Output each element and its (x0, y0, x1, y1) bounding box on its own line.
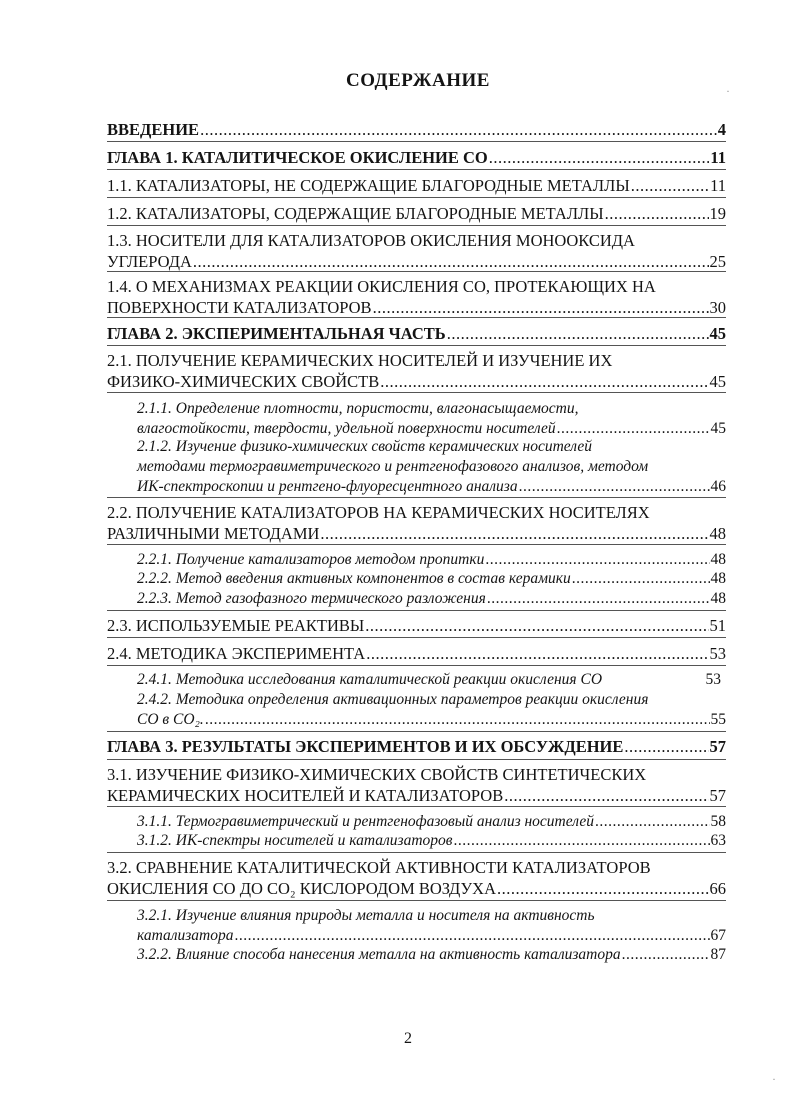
entry-page: 4 (717, 120, 726, 139)
entry-page: 11 (710, 176, 726, 195)
entry-title-cont: ИК-спектроскопии и рентгено-флуоресцентного анализа (137, 478, 518, 495)
toc-entry[interactable] (107, 643, 726, 664)
toc-entry[interactable] (107, 502, 726, 544)
entry-page: 87 (710, 946, 726, 963)
entry-page: 19 (709, 204, 726, 223)
entry-title-cont: УГЛЕРОДА (107, 252, 192, 271)
entry-title: ГЛАВА 3. РЕЗУЛЬТАТЫ ЭКСПЕРИМЕНТОВ И ИХ ОБСУЖДЕНИЕ (107, 737, 624, 756)
entry-page: 46 (710, 478, 726, 495)
toc-entry[interactable] (107, 615, 726, 636)
divider (107, 317, 726, 318)
toc-entry[interactable] (137, 812, 726, 832)
entry-title: 2.2.3. Метод газофазного термического разложения (137, 590, 486, 607)
divider (107, 900, 726, 901)
toc-entry[interactable] (107, 276, 726, 318)
entry-title: 2.4.1. Методика исследования каталитической реакции окисления CO (137, 671, 603, 688)
divider (107, 392, 726, 393)
entry-title: 1.1. КАТАЛИЗАТОРЫ, НЕ СОДЕРЖАЩИЕ БЛАГОРОДНЫЕ МЕТАЛЛЫ (107, 176, 630, 195)
divider (107, 197, 726, 198)
entry-title-cont: ПОВЕРХНОСТИ КАТАЛИЗАТОРОВ (107, 298, 372, 317)
toc-entry[interactable] (107, 764, 726, 806)
toc-entry[interactable] (107, 203, 726, 224)
entry-title: 2.2.2. Метод введения активных компонентов в состав керамики (137, 570, 571, 587)
toc-entry[interactable] (137, 670, 721, 690)
entry-title: 2.2.1. Получение катализаторов методом пропитки (137, 551, 485, 568)
entry-page: 30 (709, 298, 726, 317)
divider (107, 852, 726, 853)
toc-entry[interactable] (137, 550, 726, 570)
page-number: 2 (404, 1030, 412, 1047)
divider (107, 141, 726, 142)
entry-page: 45 (709, 372, 726, 391)
toc-entry[interactable] (137, 399, 726, 439)
entry-page: 48 (709, 524, 726, 543)
entry-title: 3.1.2. ИК-спектры носителей и катализаторов (137, 832, 453, 849)
entry-page: 57 (709, 786, 726, 805)
toc-entry[interactable] (137, 589, 726, 609)
entry-title-cont: КЕРАМИЧЕСКИХ НОСИТЕЛЕЙ И КАТАЛИЗАТОРОВ (107, 786, 504, 805)
entry-title: 3.1.1. Термогравиметрический и рентгенофазовый анализ носителей (137, 813, 595, 830)
toc-entry[interactable] (107, 147, 726, 168)
toc-entry[interactable] (137, 437, 726, 497)
entry-title: 1.3. НОСИТЕЛИ ДЛЯ КАТАЛИЗАТОРОВ ОКИСЛЕНИЯ МОНООКСИДА (107, 231, 635, 250)
entry-title-cont: ОКИСЛЕНИЯ CO ДО CO₂ КИСЛОРОДОМ ВОЗДУХА (107, 879, 497, 898)
entry-title: 1.2. КАТАЛИЗАТОРЫ, СОДЕРЖАЩИЕ БЛАГОРОДНЫЕ МЕТАЛЛЫ (107, 204, 604, 223)
entry-page: 55 (710, 711, 726, 728)
entry-title: 2.4.2. Методика определения активационных параметров реакции окисления (137, 691, 649, 708)
entry-title-cont: РАЗЛИЧНЫМИ МЕТОДАМИ (107, 524, 320, 543)
divider (107, 665, 726, 666)
entry-page: 53 (709, 644, 726, 663)
entry-page: 63 (710, 832, 726, 849)
entry-title-cont: влагостойкости, твердости, удельной поверхности носителей (137, 420, 556, 437)
toc-entry[interactable] (107, 175, 726, 196)
entry-title: 2.2. ПОЛУЧЕНИЕ КАТАЛИЗАТОРОВ НА КЕРАМИЧЕСКИХ НОСИТЕЛЯХ (107, 503, 650, 522)
divider (107, 806, 726, 807)
divider (107, 731, 726, 732)
entry-title-cont: CO в CO₂. (137, 711, 204, 728)
toc-entry[interactable] (107, 350, 726, 392)
scan-mark: · (772, 1072, 776, 1086)
entry-title: 2.1.2. Изучение физико-химических свойств керамических носителей (137, 438, 593, 455)
entry-title: 2.1. ПОЛУЧЕНИЕ КЕРАМИЧЕСКИХ НОСИТЕЛЕЙ И ИЗУЧЕНИЕ ИХ (107, 351, 613, 370)
page-title: СОДЕРЖАНИЕ (346, 70, 490, 91)
toc-entry[interactable] (137, 831, 726, 851)
scan-mark: · (726, 84, 730, 98)
entry-page: 48 (710, 570, 726, 587)
entry-page: 53 (705, 671, 721, 688)
entry-page: 51 (709, 616, 726, 635)
entry-page: 11 (710, 148, 726, 167)
entry-page: 48 (710, 551, 726, 568)
toc-entry[interactable] (107, 323, 726, 344)
divider (107, 637, 726, 638)
entry-title: 2.1.1. Определение плотности, пористости, влагонасыщаемости, (137, 400, 579, 417)
divider (107, 497, 726, 498)
entry-title: 3.2.2. Влияние способа нанесения металла на активность катализатора (137, 946, 621, 963)
entry-title: 2.3. ИСПОЛЬЗУЕМЫЕ РЕАКТИВЫ (107, 616, 365, 635)
entry-page: 66 (709, 879, 726, 898)
entry-page: 67 (710, 927, 726, 944)
entry-page: 25 (709, 252, 726, 271)
entry-title: 1.4. О МЕХАНИЗМАХ РЕАКЦИИ ОКИСЛЕНИЯ CO, ПРОТЕКАЮЩИХ НА (107, 277, 656, 296)
entry-title: 2.4. МЕТОДИКА ЭКСПЕРИМЕНТА (107, 644, 366, 663)
entry-title: ВВЕДЕНИЕ (107, 120, 200, 139)
entry-page: 45 (709, 324, 726, 343)
entry-title: ГЛАВА 2. ЭКСПЕРИМЕНТАЛЬНАЯ ЧАСТЬ (107, 324, 446, 343)
toc-entry[interactable] (137, 569, 726, 589)
toc-entry[interactable] (137, 906, 726, 946)
entry-title-cont: катализатора (137, 927, 234, 944)
entry-title-cont: ФИЗИКО-ХИМИЧЕСКИХ СВОЙСТВ (107, 372, 380, 391)
entry-title: 3.2. СРАВНЕНИЕ КАТАЛИТИЧЕСКОЙ АКТИВНОСТИ КАТАЛИЗАТОРОВ (107, 858, 651, 877)
toc-entry[interactable] (137, 690, 726, 730)
divider (107, 271, 726, 272)
toc-entry[interactable] (137, 945, 726, 965)
divider (107, 759, 726, 760)
divider (107, 610, 726, 611)
entry-title-cont: методами термогравиметрического и рентгенофазового анализов, методом (137, 458, 649, 475)
toc-entry[interactable] (107, 119, 726, 140)
divider (107, 169, 726, 170)
toc-entry[interactable] (107, 230, 726, 272)
divider (107, 345, 726, 346)
entry-title: 3.1. ИЗУЧЕНИЕ ФИЗИКО-ХИМИЧЕСКИХ СВОЙСТВ СИНТЕТИЧЕСКИХ (107, 765, 647, 784)
divider (107, 225, 726, 226)
entry-page: 45 (710, 420, 726, 437)
entry-title: 3.2.1. Изучение влияния природы металла и носителя на активность (137, 907, 595, 924)
toc-entry[interactable] (107, 857, 726, 899)
entry-page: 48 (710, 590, 726, 607)
divider (107, 544, 726, 545)
entry-page: 57 (709, 737, 726, 756)
entry-title: ГЛАВА 1. КАТАЛИТИЧЕСКОЕ ОКИСЛЕНИЕ CO (107, 148, 488, 167)
entry-page: 58 (710, 813, 726, 830)
toc-entry[interactable] (107, 736, 726, 757)
